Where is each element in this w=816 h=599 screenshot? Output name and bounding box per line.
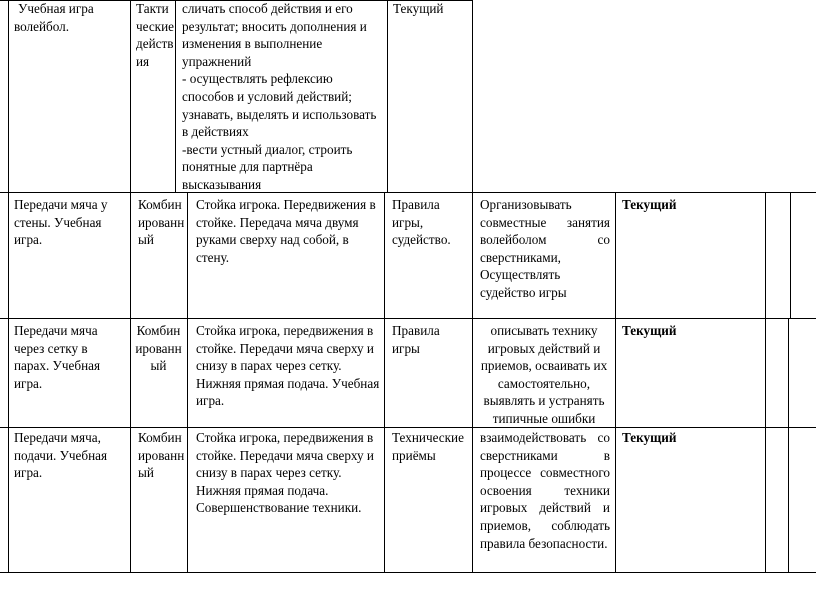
control-cell: Текущий — [622, 197, 677, 212]
control-cell: Текущий — [393, 1, 444, 16]
content-cell: Стойка игрока, передвижения в стойке. Передачи мяча сверху и снизу в парах через сетку. Нижняя прямая подача. Учебная игра. — [196, 323, 380, 409]
topic-cell: Передачи мяча, подачи. Учебная игра. — [14, 430, 108, 481]
lesson-type-cell: Комбинированный — [138, 430, 185, 481]
activity-cell: описывать технику игровых действий и приемов, осваивать их самостоятельно, выявлять и устранять типичные ошибки — [480, 323, 608, 426]
lesson-type-cell: Комбинированный — [138, 197, 185, 248]
topic-cell: Передачи мяча у стены. Учебная игра. — [14, 197, 108, 248]
topic-cell: Учебная игра волейбол. — [14, 1, 94, 34]
topic-cell: Передачи мяча через сетку в парах. Учебная игра. — [14, 323, 101, 391]
terms-cell: Технические приёмы — [392, 430, 464, 463]
activity-cell: взаимодействовать со сверстниками в процессе совместного освоения техники игровых действий и приемов, соблюдать правила безопасности. — [480, 430, 610, 551]
content-cell: Стойка игрока. Передвижения в стойке. Передача мяча двумя руками сверху над собой, в стену. — [196, 197, 376, 265]
table-row — [0, 428, 816, 572]
lesson-type-cell: Тактические действия — [136, 1, 174, 69]
table-row — [0, 0, 816, 192]
terms-cell: Правила игры, судейство. — [392, 197, 451, 248]
lesson-type-cell: Комбинированный — [135, 323, 182, 374]
table-row — [0, 193, 816, 318]
content-cell: Стойка игрока, передвижения в стойке. Передачи мяча сверху и снизу в парах через сетку. Нижняя прямая подача. Совершенствование техники. — [196, 430, 374, 516]
row-border — [0, 572, 816, 573]
control-cell: Текущий — [622, 430, 677, 445]
activity-cell: Организовывать совместные занятия волейболом со сверстниками, Осуществлять судейство игры — [480, 197, 610, 300]
table-row — [0, 319, 816, 427]
terms-cell: Правила игры — [392, 323, 440, 356]
control-cell: Текущий — [622, 323, 677, 338]
content-cell: сличать способ действия и его результат; вносить дополнения и изменения в выполнение упражнений - осуществлять рефлексию способов и условий действий; узнавать, выделять и использовать в действиях -вести устный диалог, строить понятные для партнёра высказывания — [182, 1, 377, 192]
